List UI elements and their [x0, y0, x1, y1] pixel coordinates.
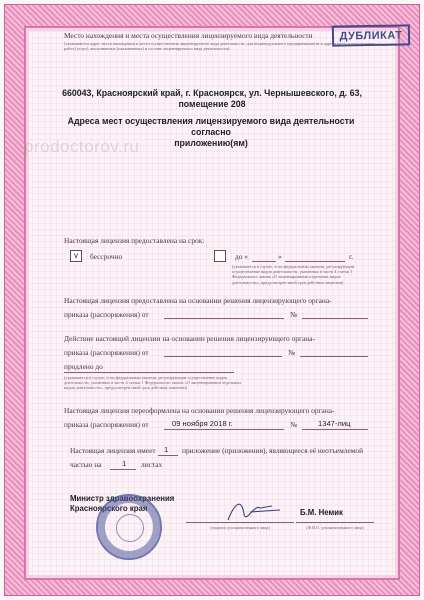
site-watermark: prodoctorov.ru: [24, 137, 140, 156]
suspended-note: (указывается в случае, если федеральным законом, регулирующим осуществление видов деятельности, указанных в части 4 статьи 1 Федерального закона «О лицензировании отдельных видов деятельности», предусмотрен иной срок действия лицензии): [64, 375, 242, 391]
signature-line: [186, 522, 294, 523]
appendix-count: 1: [164, 445, 169, 454]
appendix-count-line: [158, 455, 178, 456]
seal-emblem: [116, 514, 144, 542]
reissued-number: 1347-лиц: [318, 419, 351, 428]
appendix-sheets-label: листах: [141, 460, 163, 469]
indefinite-checkbox[interactable]: v: [70, 250, 82, 262]
signatory-position-line-1: Министр здравоохранения: [70, 494, 175, 503]
suspended-line-1: Действие настоящей лицензии на основании решения лицензирующего органа-: [64, 334, 316, 343]
license-address: [60, 88, 364, 110]
term-label: Настоящая лицензия предоставлена на срок:: [64, 236, 205, 245]
basis-line-2: приказа (распоряжения) от: [64, 310, 149, 319]
until-close: »: [278, 252, 282, 261]
appendix-sheets: 1: [122, 459, 127, 468]
duplicate-stamp: ДУБЛИКАТ: [332, 24, 410, 46]
name-caption: (Ф.И.О. уполномоченного лица): [306, 525, 364, 530]
suspended-number-line: [300, 356, 368, 357]
reissued-number-label: №: [290, 420, 298, 429]
basis-date-line: [164, 318, 284, 319]
signatory-position-line-2: Красноярского края: [70, 504, 148, 513]
name-line: [296, 522, 374, 523]
until-month-line: [285, 261, 345, 262]
reissued-line-1: Настоящая лицензия переоформлена на основании решения лицензирующего органа-: [64, 406, 335, 415]
appendix-middle: приложение (приложения), являющееся её неотъемлемой: [182, 446, 364, 455]
suspended-line-2: приказа (распоряжения) от: [64, 348, 149, 357]
until-label: до «: [235, 252, 248, 261]
address-line-2: помещение 208: [178, 99, 246, 109]
indefinite-label: бессрочно: [90, 252, 123, 261]
term-note: (указывается в случае, если федеральным законом, регулирующим осуществление видов деятельности, указанных в части 4 статьи 1 Федерального закона «О лицензировании отдельных видов деятельности», предусмотрен иной срок действия лицензии): [232, 264, 355, 285]
official-seal: [96, 494, 162, 560]
extended-line: [64, 372, 234, 373]
extended-label: продлено до: [64, 362, 103, 371]
appendix-part-prefix: частью на: [70, 460, 102, 469]
basis-number-line: [302, 318, 368, 319]
appendix-sheets-line: [110, 469, 136, 470]
reissued-line-2: приказа (распоряжения) от: [64, 420, 149, 429]
until-day-line: [252, 261, 276, 262]
basis-number-label: №: [290, 310, 298, 319]
activity-addresses-line-2: приложению(ям): [174, 138, 248, 148]
header-note: (указываются адрес места нахождения и места осуществления лицензируемого вида деятельности, для индивидуального предпринимателя и адреса мест осуществления работ (услуг), выполняемых (оказываемых) в составе лицензируемого вида деятельности): [64, 41, 375, 52]
suspended-number-label: №: [288, 348, 296, 357]
suspended-date-line: [164, 356, 282, 357]
until-year-suffix: г.: [349, 252, 354, 261]
until-checkbox[interactable]: [214, 250, 226, 262]
reissued-date-line: [164, 429, 284, 430]
activity-addresses-line-1: Адреса мест осуществления лицензируемого вида деятельности согласно: [67, 116, 355, 137]
address-line-1: 660043, Красноярский край, г. Красноярск, ул. Чернышевского, д. 63,: [62, 88, 362, 98]
reissued-number-line: [302, 429, 368, 430]
header-title: Место нахождения и места осуществления лицензируемого вида деятельности: [64, 31, 313, 40]
appendix-prefix: Настоящая лицензия имеет: [70, 446, 156, 455]
signatory-name: Б.М. Немик: [300, 508, 343, 517]
signature-caption: (подпись уполномоченного лица): [210, 525, 270, 530]
basis-line-1: Настоящая лицензия предоставлена на основании решения лицензирующего органа-: [64, 296, 332, 305]
reissued-date: 09 ноября 2018 г.: [172, 419, 233, 428]
